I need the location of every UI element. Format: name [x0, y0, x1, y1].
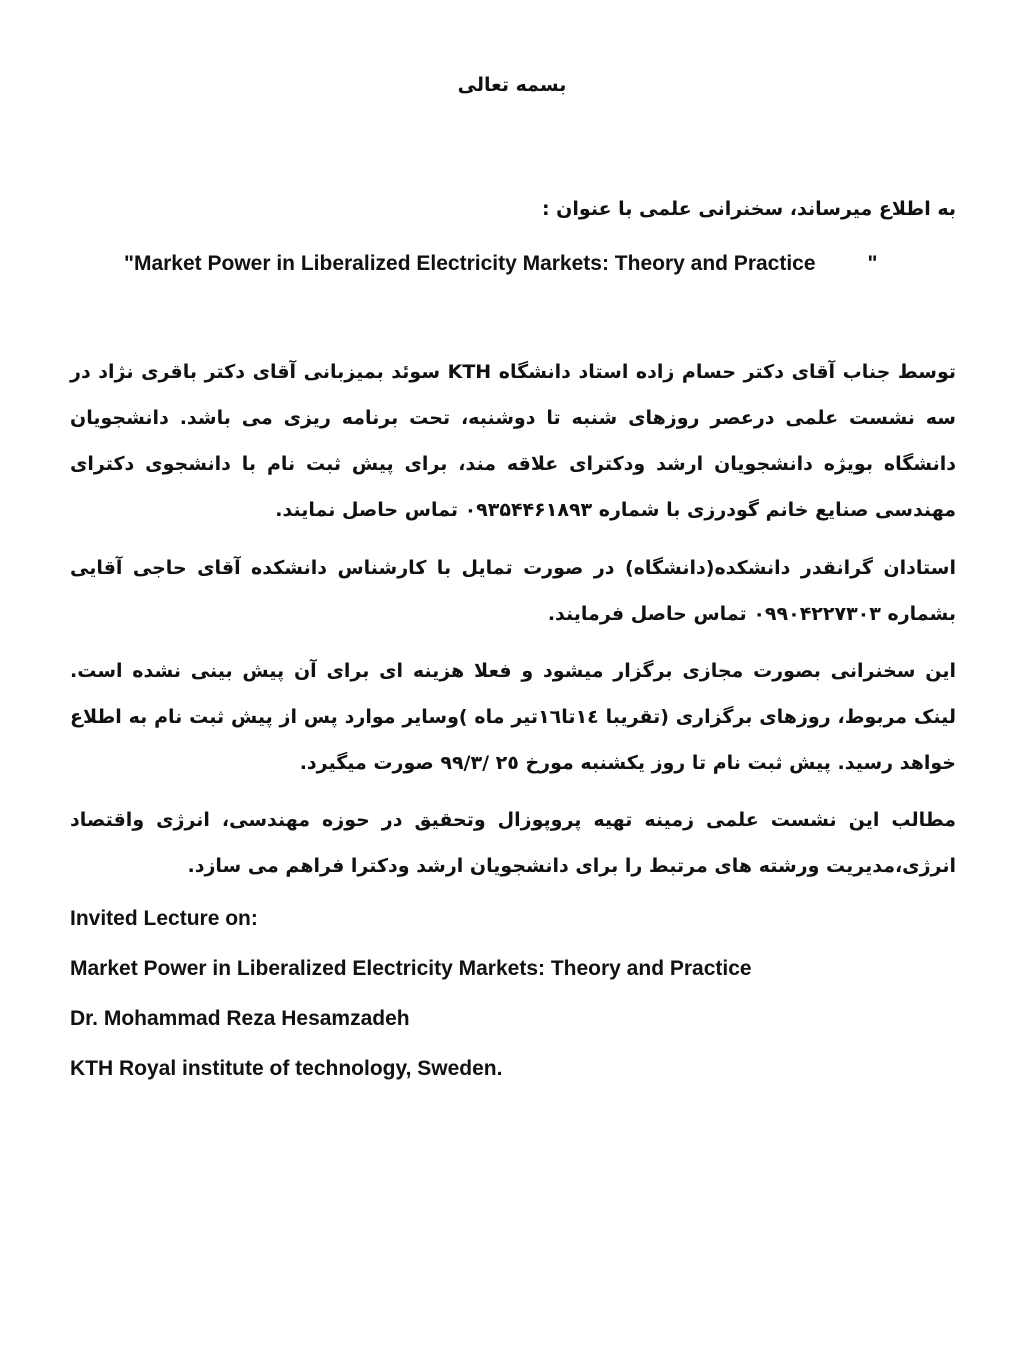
intro-line: به اطلاع میرساند، سخنرانی علمی با عنوان :: [541, 198, 956, 220]
english-invited-lecture: Invited Lecture on:: [70, 907, 258, 930]
english-affiliation: KTH Royal institute of technology, Sweden.: [70, 1057, 503, 1080]
paragraph-virtual-registration: این سخنرانی بصورت مجازی برگزار میشود و فعلا هزینه ای برای آن پیش بینی نشده است. لینک مربوط، روزهای برگزاری (تقریبا ١٤تا١٦تیر ماه )وسایر موارد پس از پیش ثبت نام به اطلاع خواهد رسید. پیش ثبت نام تا روز یکشنبه مورخ ٢٥ /٩٩/٣ صورت میگیرد.: [70, 660, 956, 774]
english-lecture-title: Market Power in Liberalized Electricity Markets: Theory and Practice: [70, 957, 752, 980]
english-speaker-name: Dr. Mohammad Reza Hesamzadeh: [70, 1007, 410, 1030]
paragraph-lecture-details: توسط جناب آقای دکتر حسام زاده استاد دانشگاه KTH سوئد بمیزبانی آقای دکتر باقری نژاد در سه نشست علمی درعصر روزهای شنبه تا دوشنبه، تحت برنامه ریزی می باشد. دانشجویان دانشگاه بویژه دانشجویان ارشد ودکترای علاقه مند، برای پیش ثبت نام با دانشجوی دکترای مهندسی صنایع خانم گودرزی با شماره ۰۹۳۵۴۴۶۱۸۹۳ تماس حاصل نمایند.: [70, 361, 956, 521]
lecture-title-text: "Market Power in Liberalized Electricity Markets: Theory and Practice: [124, 252, 816, 275]
paragraph-faculty-contact: استادان گرانقدر دانشکده(دانشگاه) در صورت تمایل با کارشناس دانشکده آقای حاجی آقایی بشماره ۰۹۹۰۴۲۲۷۳۰۳ تماس حاصل فرمایند.: [70, 557, 956, 625]
quoted-lecture-title: [124, 252, 954, 276]
paragraph-topics: مطالب این نشست علمی زمینه تهیه پروپوزال وتحقیق در حوزه مهندسی، انرژی واقتصاد انرژی،مدیریت ورشته های مرتبط را برای دانشجویان ارشد ودکترا فراهم می سازد.: [70, 809, 956, 877]
closing-quote-mark: ": [867, 252, 878, 275]
page-heading: بسمه تعالی: [457, 74, 567, 96]
